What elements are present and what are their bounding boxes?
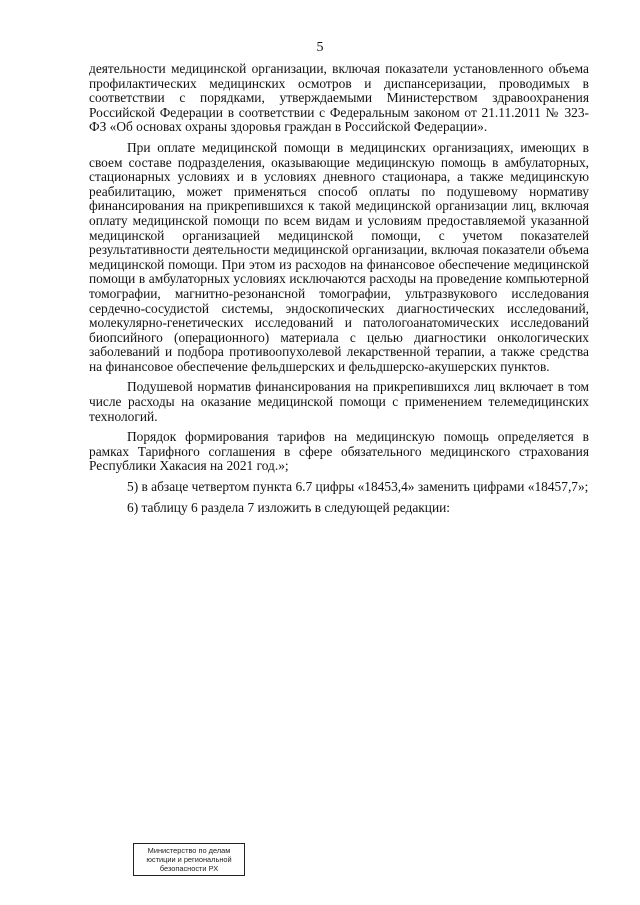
stamp-line-3: безопасности РХ (159, 864, 219, 873)
paragraph-3: Подушевой норматив финансирования на прикрепившихся лиц включает в том числе расходы на оказание медицинской помощи с применением телемедицинских технологий. (89, 379, 589, 424)
document-body (89, 62, 589, 521)
paragraph-1: деятельности медицинской организации, включая показатели установленного объема профилактических медицинских осмотров и диспансеризации, проводимых в соответствии с порядками, утверждаемыми Министерством здравоохранения Российской Федерации в соответствии с Федеральным законом от 21.11.2011 № 323-ФЗ «Об основах охраны здоровья граждан в Российской Федерации». (89, 61, 589, 135)
paragraph-5: 5) в абзаце четвертом пункта 6.7 цифры «18453,4» заменить цифрами «18457,7»; (127, 479, 589, 495)
ministry-stamp (133, 843, 245, 876)
paragraph-4: Порядок формирования тарифов на медицинскую помощь определяется в рамках Тарифного соглашения в сфере обязательного медицинского страхования Республики Хакасия на 2021 год.»; (89, 429, 589, 474)
stamp-line-1: Министерство по делам (147, 846, 231, 855)
paragraph-6: 6) таблицу 6 раздела 7 изложить в следующей редакции: (127, 499, 451, 515)
paragraph-2: При оплате медицинской помощи в медицинских организациях, имеющих в своем составе подразделения, оказывающие медицинскую помощь в амбулаторных, стационарных условиях и в условиях дневного стационара, а также медицинскую реабилитацию, может применяться способ оплаты по подушевому нормативу финансирования на прикрепившихся к такой медицинской организации лиц, включая оплату медицинской помощи по всем видам и условиям предоставляемой указанной медицинской организацией медицинской помощи, с учетом показателей результативности деятельности медицинской организации, включая показатели объема медицинской помощи. При этом из расходов на финансовое обеспечение медицинской помощи в амбулаторных условиях исключаются расходы на проведение компьютерной томографии, магнитно-резонансной томографии, ультразвукового исследования сердечно-сосудистой системы, эндоскопических диагностических исследований, молекулярно-генетических исследований и патологоанатомических исследований биопсийного (операционного) материала с целью диагностики онкологических заболеваний и подбора противоопухолевой лекарственной терапии, а также средства на финансовое обеспечение фельдшерских и фельдшерско-акушерских пунктов. (89, 139, 589, 374)
page-number: 5 (316, 40, 324, 55)
stamp-line-2: юстиции и региональной (146, 855, 232, 864)
